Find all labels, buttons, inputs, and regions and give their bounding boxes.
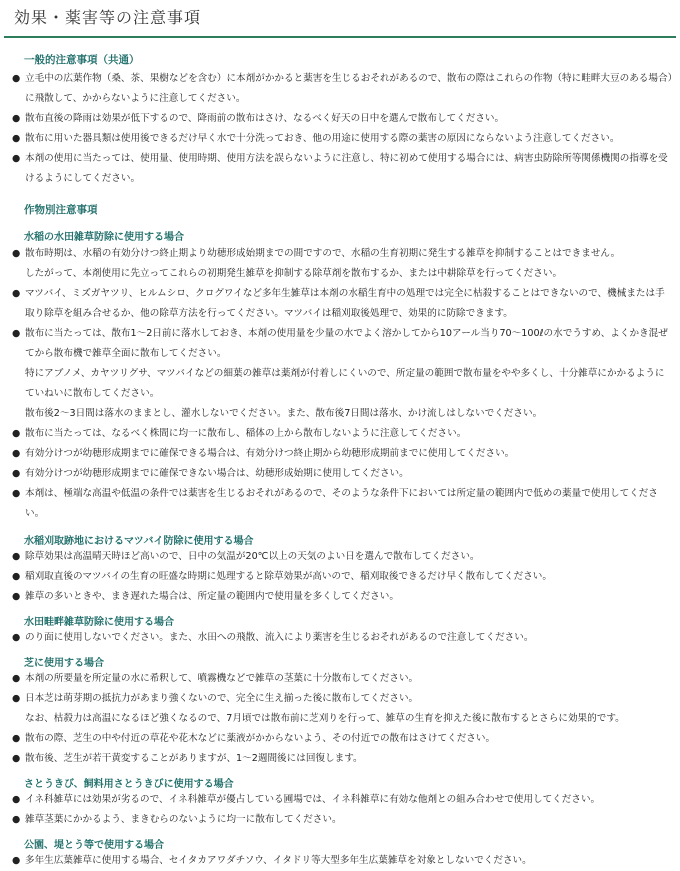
list-item: ● 稲刈取直後のマツバイの生育の旺盛な時期に処理すると除草効果が高いので、稲刈取後できるだけ早く散布してください。 xyxy=(12,567,674,587)
park-heading: 公園、堤とう等で使用する場合 xyxy=(24,840,164,851)
park-list xyxy=(12,851,674,871)
page-header xyxy=(4,0,676,38)
page-title: 効果・薬害等の注意事項 xyxy=(14,8,202,27)
content xyxy=(0,52,680,871)
list-item: ● 雑草茎葉にかかるよう、まきむらのないように均一に散布してください。 xyxy=(12,810,674,830)
stubble-list xyxy=(12,547,674,607)
list-item: ● 散布に当たっては、なるべく株間に均一に散布し、稲体の上から散布しないように注意してください。 xyxy=(12,424,674,444)
lawn-heading: 芝に使用する場合 xyxy=(24,658,104,669)
list-item: ● 本剤は、極端な高温や低温の条件では薬害を生じるおそれがあるので、そのような条件下においては所定量の範囲内で低めの薬量で使用してください。 xyxy=(12,484,674,524)
list-item: ● のり面に使用しないでください。また、水田への飛散、流入により薬害を生じるおそれがあるので注意してください。 xyxy=(12,628,674,648)
list-item: ● 有効分けつが幼穂形成期までに確保できる場合は、有効分けつ終止期から幼穂形成期前までに使用してください。 xyxy=(12,444,674,464)
list-item: ● 散布に当たっては、散布1〜2日前に落水しておき、本剤の使用量を少量の水でよく溶かしてから10アール当り70〜100ℓの水でうすめ、よくかき混ぜてから散布機で雑草全面に散布してください。 xyxy=(12,324,674,364)
paddy-heading: 水稲の水田雑草防除に使用する場合 xyxy=(24,232,184,243)
list-item: ● 除草効果は高温晴天時ほど高いので、日中の気温が20℃以上の天気のよい日を選んで散布してください。 xyxy=(12,547,674,567)
lawn-list xyxy=(12,669,674,769)
list-item: ● 散布時期は、水稲の有効分けつ終止期より幼穂形成始期までの間ですので、水稲の生育初期に発生する雑草を抑制することはできません。 xyxy=(12,244,674,264)
general-list xyxy=(12,69,674,189)
list-item: ● 散布直後の降雨は効果が低下するので、降雨前の散布はさけ、なるべく好天の日中を選んで散布してください。 xyxy=(12,109,674,129)
list-item: ● マツバイ、ミズガヤツリ、ヒルムシロ、クログワイなど多年生雑草は本剤の水稲生育中の処理では完全に枯殺することはできないので、機械または手取り除草を組み合せるか、他の除草方法を行ってください。マツバイは稲刈取後処理で、効果的に防除できます。 xyxy=(12,284,674,324)
list-item-continuation: なお、枯殺力は高温になるほど強くなるので、7月頃では散布前に芝刈りを行って、雑草の生育を抑えた後に散布するとさらに効果的です。 xyxy=(25,713,625,724)
general-heading: 一般的注意事項（共通） xyxy=(24,54,140,66)
list-item: ● 雑草の多いときや、まき遅れた場合は、所定量の範囲内で使用量を多くしてください。 xyxy=(12,587,674,607)
list-item-continuation: 散布後2〜3日間は落水のままとし、灌水しないでください。また、散布後7日間は落水、かけ流しはしないでください。 xyxy=(25,408,543,419)
list-item: ● 本剤の使用に当たっては、使用量、使用時期、使用方法を誤らないように注意し、特に初めて使用する場合には、病害虫防除所等関係機関の指導を受けるようにしてください。 xyxy=(12,149,674,189)
paddy-list xyxy=(12,244,674,524)
list-item: ● 散布に用いた器具類は使用後できるだけ早く水で十分洗っておき、他の用途に使用する際の薬害の原因にならないよう注意してください。 xyxy=(12,129,674,149)
list-item: ● 日本芝は萌芽期の抵抗力があまり強くないので、完全に生え揃った後に散布してください。 xyxy=(12,689,674,709)
list-item: ● 有効分けつが幼穂形成期までに確保できない場合は、幼穂形成始期に使用してください。 xyxy=(12,464,674,484)
crop-heading: 作物別注意事項 xyxy=(24,204,98,216)
list-item: ● イネ科雑草には効果が劣るので、イネ科雑草が優占している圃場では、イネ科雑草に有効な他剤との組み合わせで使用してください。 xyxy=(12,790,674,810)
list-item: ● 多年生広葉雑草に使用する場合、セイタカアワダチソウ、イタドリ等大型多年生広葉雑草を対象としないでください。 xyxy=(12,851,674,871)
list-item: ● 立毛中の広葉作物（桑、茶、果樹などを含む）に本剤がかかると薬害を生じるおそれがあるので、散布の際はこれらの作物（特に畦畔大豆のある場合）に飛散して、かからないように注意してください。 xyxy=(12,69,674,109)
levee-heading: 水田畦畔雑草防除に使用する場合 xyxy=(24,617,174,628)
list-item-continuation: 特にアブノメ、カヤツリグサ、マツバイなどの細葉の雑草は薬剤が付着しにくいので、所定量の範囲で散布量をやや多くし、十分雑草にかかるようにていねいに散布してください。 xyxy=(25,368,665,399)
list-item-continuation: したがって、本剤使用に先立ってこれらの初期発生雑草を抑制する除草剤を散布するか、または中耕除草を行ってください。 xyxy=(25,268,563,279)
list-item: ● 本剤の所要量を所定量の水に希釈して、噴霧機などで雑草の茎葉に十分散布してください。 xyxy=(12,669,674,689)
list-item: ● 散布の際、芝生の中や付近の草花や花木などに薬液がかからないよう、その付近での散布はさけてください。 xyxy=(12,729,674,749)
sugarcane-heading: さとうきび、飼料用さとうきびに使用する場合 xyxy=(24,779,234,790)
list-item: ● 散布後、芝生が若干黄変することがありますが、1〜2週間後には回復します。 xyxy=(12,749,674,769)
levee-list xyxy=(12,628,674,648)
stubble-heading: 水稲刈取跡地におけるマツバイ防除に使用する場合 xyxy=(24,536,254,547)
sugarcane-list xyxy=(12,790,674,830)
